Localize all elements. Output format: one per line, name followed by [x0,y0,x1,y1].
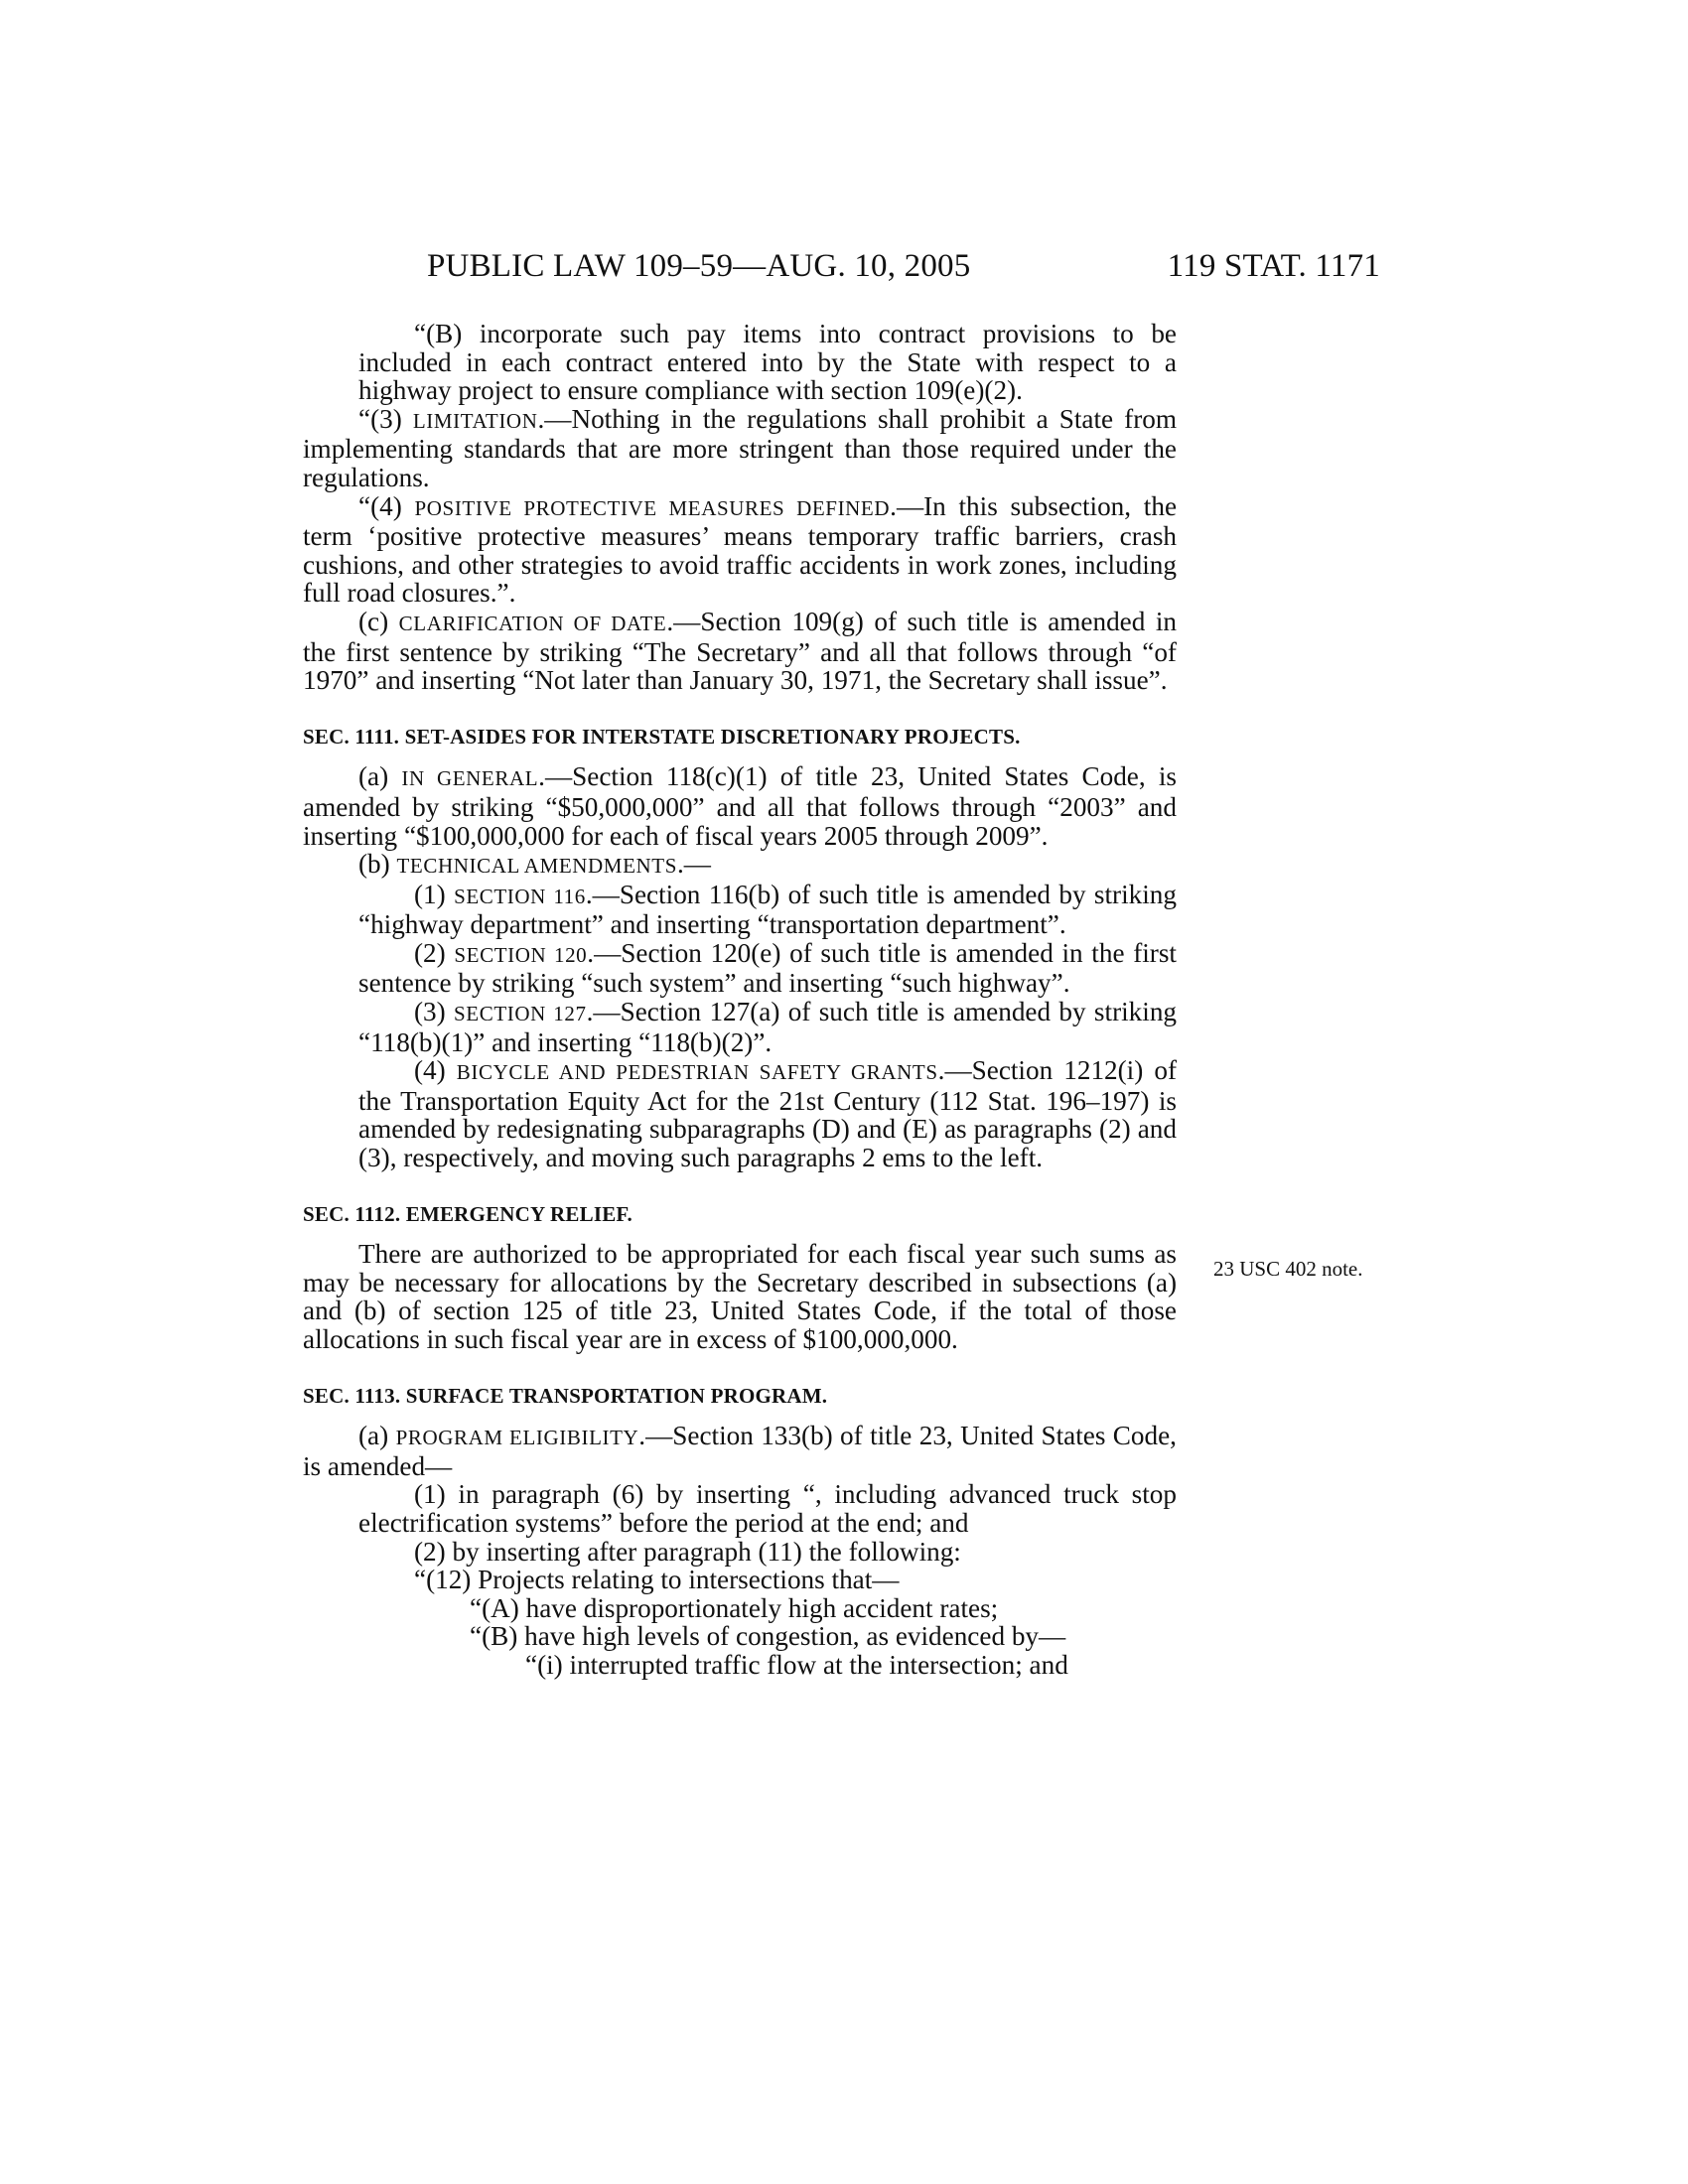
para-label: SECTION 116 [454,884,586,908]
sec1113-paragraph-A: “(A) have disproportionately high accident rates; [470,1592,999,1623]
paragraph-4-definition [303,492,1177,608]
para-number: (b) [358,849,397,880]
sec1113-paragraph-i: “(i) interrupted traffic flow at the intersection; and [525,1649,1068,1680]
para-text: .—Section 127(a) of such title is amended by striking “118(b)(1)” and inserting “118(b)(2)”. [358,997,1178,1057]
para-text: .—Nothing in the regulations shall prohibit a State from implementing standards that are more stringent than those required under the regulations. [303,403,1177,492]
para-label: TECHNICAL AMENDMENTS [396,854,677,879]
running-header [298,248,1380,288]
para-label: LIMITATION [412,408,538,433]
para-text: .—Section 109(g) of such title is amended in the first sentence by striking “The Secretary” and all that follows through “of 1970” and inserting “Not later than January 30, 1971, the Secretary shall issue”. [303,606,1177,696]
para-text: .—Section 120(e) of such title is amended in the first sentence by striking “such system” and inserting “such highway”. [358,937,1177,999]
section-heading-1111: SEC. 1111. SET-ASIDES FOR INTERSTATE DISCRETIONARY PROJECTS. [303,724,1021,749]
sec1111-paragraph-a [303,762,1177,850]
sec1112-text: There are authorized to be appropriated for each fiscal year such sums as may be necessary for allocations by the Secretary described in subsections (a) and (b) of section 125 of title 23, United States Code, if the total of those allocations in such fiscal year are in excess of $100,000,000. [303,1239,1177,1354]
para-text: .—In this subsection, the term ‘positive protective measures’ means temporary traffic barriers, crash cushions, and other strategies to avoid traffic accidents in work zones, including full road closures.”. [303,490,1178,609]
para-label: POSITIVE PROTECTIVE MEASURES DEFINED [414,495,891,520]
para-text: .—Section 133(b) of title 23, United States Code, is amended— [303,1421,1177,1481]
header-title: PUBLIC LAW 109–59—AUG. 10, 2005 [427,248,971,284]
sec1111-paragraph-b2 [303,939,1177,998]
para-number: (c) [358,606,399,636]
para-label: SECTION 127 [454,1002,587,1026]
paragraph-b-continued: “(B) incorporate such pay items into contract provisions to be included in each contract entered into by the State with respect to a highway project to ensure compliance with section 109(e)(2). [358,319,1177,406]
para-label: PROGRAM ELIGIBILITY [395,1426,639,1450]
para-label: SECTION 120 [454,942,588,967]
para-text: .— [676,849,711,880]
para-number: (1) [414,879,455,909]
header-stat-page: 119 STAT. 1171 [1167,248,1380,284]
para-number: “(3) [358,403,413,434]
sec1113-paragraph-a1: (1) in paragraph (6) by inserting “, including advanced truck stop electrification systems” before the period at the end; and [358,1479,1177,1538]
para-label: CLARIFICATION OF DATE [398,611,667,635]
para-number: (a) [358,761,402,792]
sec1113-paragraph-a2: (2) by inserting after paragraph (11) the following: [414,1536,961,1567]
para-text: .—Section 118(c)(1) of title 23, United States Code, is amended by striking “$50,000,000” and all that follows through “2003” and inserting “$100,000,000 for each of fiscal years 2005 through 2009”. [303,761,1177,851]
sec1111-paragraph-b [303,850,1177,881]
section-heading-1112: SEC. 1112. EMERGENCY RELIEF. [303,1201,633,1226]
para-number: “(4) [358,490,415,521]
document-body [303,320,1177,1680]
section-heading-1113: SEC. 1113. SURFACE TRANSPORTATION PROGRAM. [303,1383,828,1408]
para-number: (a) [358,1421,396,1451]
para-text: .—Section 1212(i) of the Transportation Equity Act for the 21st Century (112 Stat. 196–197) is amended by redesignating subparagraphs (D) and (E) as paragraphs (2) and (3), respectively, and moving such paragraphs 2 ems to the left. [358,1055,1178,1173]
sec1111-paragraph-b3 [303,998,1177,1056]
para-text: .—Section 116(b) of such title is amended by striking “highway department” and inserting “transportation department”. [358,879,1177,940]
para-label: IN GENERAL [401,766,539,791]
paragraph-c-clarification [303,608,1177,695]
paragraph-3-limitation [303,405,1177,492]
para-label: BICYCLE AND PEDESTRIAN SAFETY GRANTS [456,1060,938,1085]
sec1113-paragraph-a [303,1422,1177,1480]
para-number: (3) [414,997,455,1027]
sec1113-paragraph-B: “(B) have high levels of congestion, as evidenced by— [470,1621,1066,1652]
sec1113-paragraph-12: “(12) Projects relating to intersections that— [414,1565,900,1595]
sec1111-paragraph-b1 [303,881,1177,939]
margin-note: 23 USC 402 note. [1213,1257,1363,1281]
para-number: (4) [414,1055,457,1086]
sec1111-paragraph-b4 [303,1056,1177,1171]
para-number: (2) [414,937,455,968]
